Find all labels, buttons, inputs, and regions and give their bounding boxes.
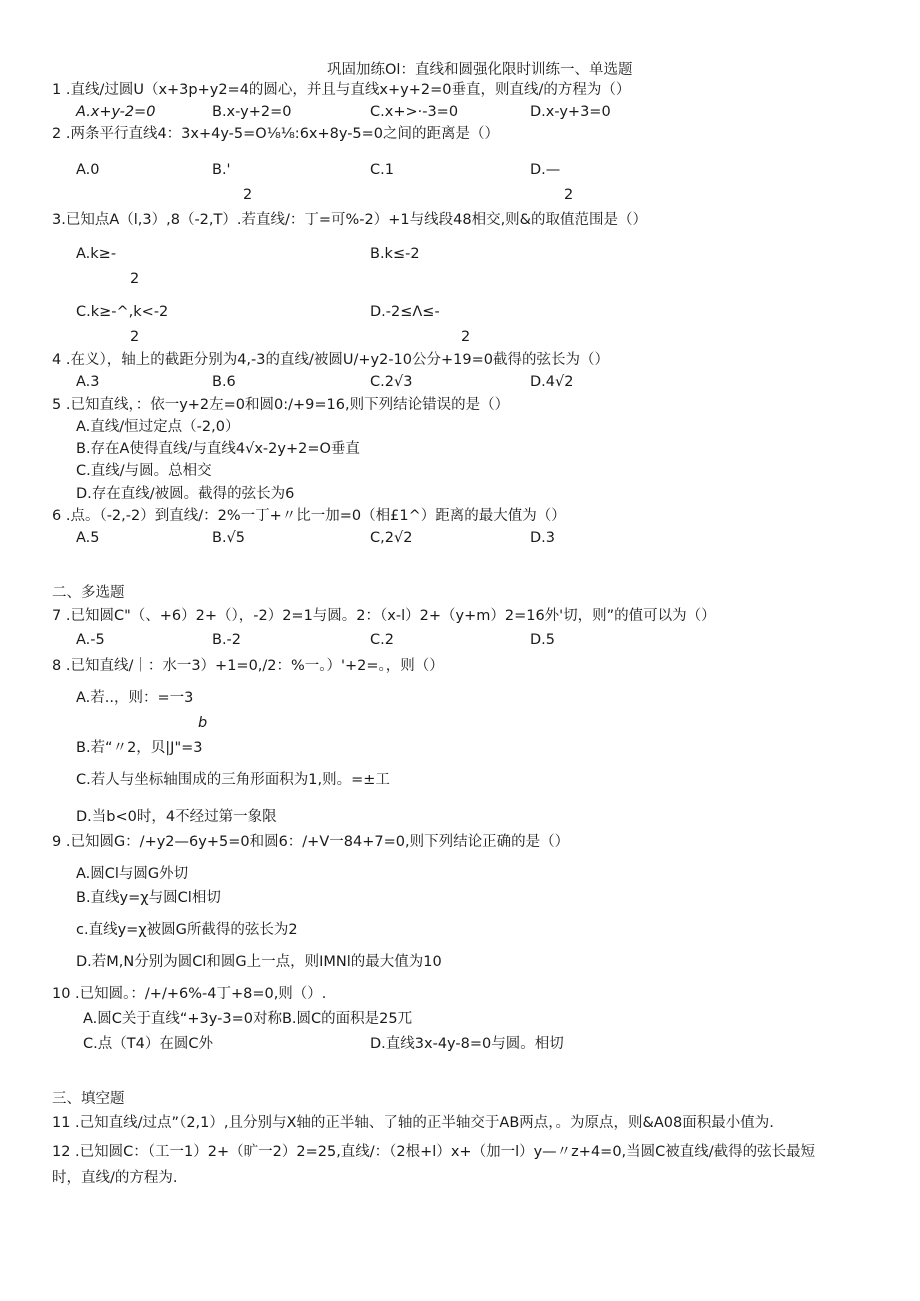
question-2-option-b: B.' bbox=[212, 162, 231, 178]
question-6-option-b: B.√5 bbox=[212, 530, 246, 546]
question-8-option-d: D.当b<0时，4不经过第一象限 bbox=[76, 809, 277, 825]
question-7-option-c: C.2 bbox=[370, 632, 394, 648]
question-8-option-a: A.若..，则：=一3 bbox=[76, 690, 194, 706]
question-12-line-1: 12 .已知圆C：（工一1）2+（旷一2）2=25,直线/：（2根+l）x+（加一l）y—〃z+4=0,当圆C被直线/截得的弦长最短 bbox=[52, 1144, 816, 1160]
question-3-option-b: B.k≤-2 bbox=[370, 246, 420, 262]
question-8-option-c: C.若人与坐标轴围成的三角形面积为1,则。=±工 bbox=[76, 772, 390, 788]
question-7-stem: 7 .已知圆C"（、+6）2+（），-2）2=1与圆。2：（x-l）2+（y+m）2=16外'切，则”的值可以为（） bbox=[52, 608, 716, 624]
question-1-option-c: C.x+>·-3=0 bbox=[370, 104, 459, 120]
question-2-option-b-denominator: 2 bbox=[243, 187, 253, 203]
question-5-option-a: A.直线/恒过定点（-2,0） bbox=[76, 419, 240, 435]
section-multiple-choice-heading: 二、多选题 bbox=[52, 585, 125, 601]
question-2-option-c: C.1 bbox=[370, 162, 394, 178]
question-4-option-c: C.2√3 bbox=[370, 374, 413, 390]
question-1-stem: 1 .直线/过圆U（x+3p+y2=4的圆心，并且与直线x+y+2=0垂直，则直线/的方程为（） bbox=[52, 82, 631, 98]
question-4-option-d: D.4√2 bbox=[530, 374, 574, 390]
question-1-option-d: D.x-y+3=0 bbox=[530, 104, 611, 120]
question-6-option-a: A.5 bbox=[76, 530, 100, 546]
question-4-option-a: A.3 bbox=[76, 374, 100, 390]
question-10-option-d: D.直线3x-4y-8=0与圆。相切 bbox=[370, 1036, 564, 1052]
question-5-stem: 5 .已知直线，：依一y+2左=0和圆0:/+9=16,则下列结论错误的是（） bbox=[52, 397, 510, 413]
question-2-option-a: A.0 bbox=[76, 162, 100, 178]
question-9-option-c: c.直线y=χ被圆G所截得的弦长为2 bbox=[76, 922, 298, 938]
question-10-options-a-b: A.圆C关于直线“+3y-3=0对称B.圆C的面积是25兀 bbox=[83, 1011, 413, 1027]
question-12-line-2: 时，直线/的方程为. bbox=[52, 1170, 178, 1186]
question-1-option-b: B.x-y+2=0 bbox=[212, 104, 292, 120]
question-3-stem: 3.已知点A（l,3）,8（-2,T）.若直线/：丁=可%-2）+1与线段48相交,则&的取值范围是（） bbox=[52, 212, 647, 228]
question-10-option-c: C.点（T4）在圆C外 bbox=[83, 1036, 213, 1052]
question-3-option-d: D.-2≤Λ≤- bbox=[370, 304, 440, 320]
question-6-option-c: C,2√2 bbox=[370, 530, 413, 546]
question-3-option-a-denominator: 2 bbox=[130, 271, 140, 287]
question-8-option-a-subscript: b bbox=[198, 715, 208, 731]
question-3-option-c: C.k≥-^,k<-2 bbox=[76, 304, 169, 320]
question-6-option-d: D.3 bbox=[530, 530, 555, 546]
question-7-option-a: A.-5 bbox=[76, 632, 105, 648]
question-2-stem: 2 .两条平行直线4：3x+4y-5=O⅛⅛:6x+8y-5=0之间的距离是（） bbox=[52, 126, 500, 142]
question-8-option-b: B.若“〃2，贝|J"=3 bbox=[76, 740, 203, 756]
question-4-option-b: B.6 bbox=[212, 374, 236, 390]
question-3-option-d-denominator: 2 bbox=[461, 329, 471, 345]
question-10-stem: 10 .已知圆。：/+/+6%-4丁+8=0,则（）. bbox=[52, 986, 327, 1002]
question-5-option-d: D.存在直线/被圆。截得的弦长为6 bbox=[76, 486, 295, 502]
question-3-option-c-denominator: 2 bbox=[130, 329, 140, 345]
question-11-stem: 11 .己知直线/过点”（2,1）,且分别与X轴的正半轴、了轴的正半轴交于AB两点，。为原点，则&A08面积最小值为. bbox=[52, 1115, 774, 1131]
question-9-option-a: A.圆Cl与圆G外切 bbox=[76, 866, 189, 882]
question-8-stem: 8 .已知直线/｜：水一3）+1=0,/2：%一。）'+2=。，则（） bbox=[52, 658, 444, 674]
question-3-option-a: A.k≥- bbox=[76, 246, 117, 262]
question-5-option-b: B.存在A使得直线/与直线4√x-2y+2=O垂直 bbox=[76, 441, 360, 457]
question-4-stem: 4 .在义），轴上的截距分别为4,-3的直线/被圆U/+y2-10公分+19=0截得的弦长为（） bbox=[52, 352, 609, 368]
question-9-option-d: D.若M,N分别为圆Cl和圆G上一点，则IMNl的最大值为10 bbox=[76, 954, 442, 970]
question-7-option-d: D.5 bbox=[530, 632, 555, 648]
question-9-option-b: B.直线y=χ与圆Cl相切 bbox=[76, 890, 221, 906]
question-6-stem: 6 .点。（-2,-2）到直线/：2%一丁+〃比一加=0（相£1^）距离的最大值为（） bbox=[52, 508, 566, 524]
page-title: 巩固加练Ol：直线和圆强化限时训练一、单选题 bbox=[327, 62, 633, 78]
question-2-option-d: D.— bbox=[530, 162, 561, 178]
section-fill-in-heading: 三、填空题 bbox=[52, 1091, 125, 1107]
question-9-stem: 9 .已知圆G：/+y2—6y+5=0和圆6：/+V一84+7=0,则下列结论正确的是（） bbox=[52, 834, 570, 850]
question-1-option-a: A.x+y-2=0 bbox=[76, 104, 156, 120]
question-5-option-c: C.直线/与圆。总相交 bbox=[76, 463, 212, 479]
question-2-option-d-denominator: 2 bbox=[564, 187, 574, 203]
question-7-option-b: B.-2 bbox=[212, 632, 242, 648]
